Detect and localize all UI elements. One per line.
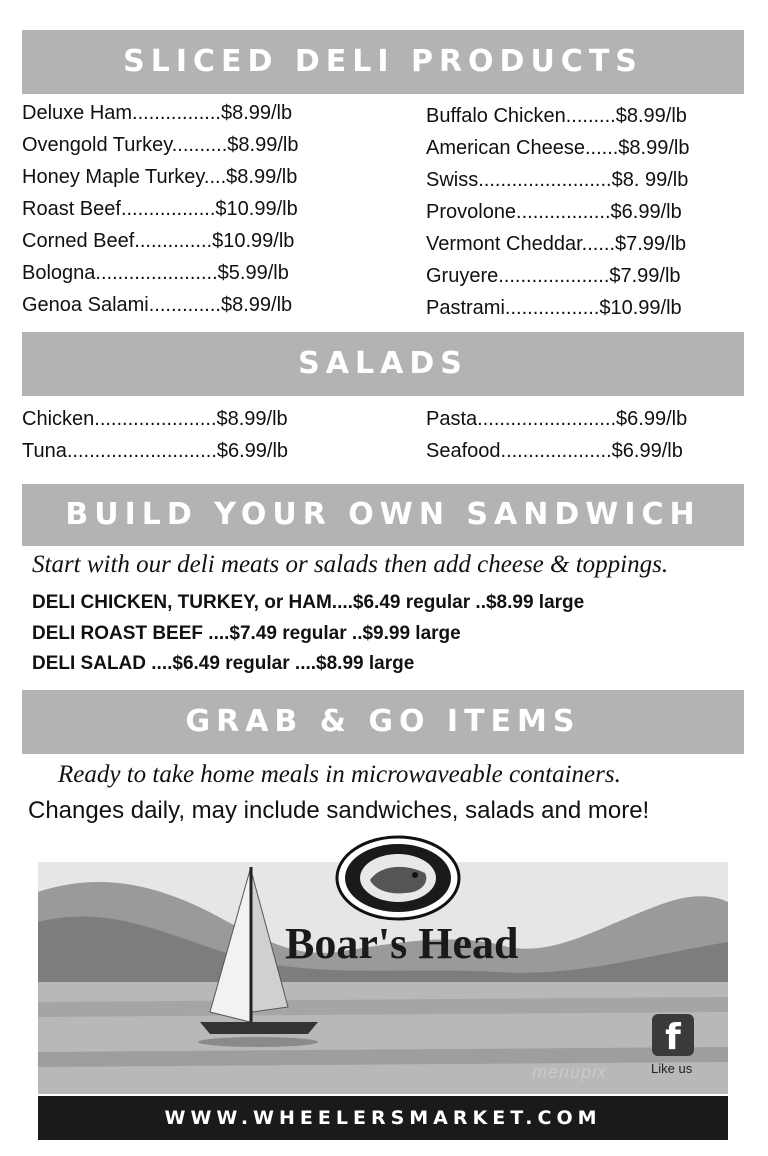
deli-title: SLICED DELI PRODUCTS xyxy=(123,44,643,79)
menu-item: Ovengold Turkey..........$8.99/lb xyxy=(22,134,299,156)
menu-item: Seafood....................$6.99/lb xyxy=(426,440,683,462)
sandwich-title: BUILD YOUR OWN SANDWICH xyxy=(65,497,701,532)
website-link[interactable]: WWW.WHEELERSMARKET.COM xyxy=(164,1107,602,1129)
menu-item: Swiss........................$8. 99/lb xyxy=(426,169,689,191)
sandwich-price-line: DELI SALAD ....$6.49 regular ....$8.99 large xyxy=(32,653,415,674)
salads-title: SALADS xyxy=(298,346,468,381)
menu-item: Pasta.........................$6.99/lb xyxy=(426,408,688,430)
menu-item: American Cheese......$8.99/lb xyxy=(426,137,690,159)
salads-section-header xyxy=(22,332,744,396)
boar-logo-emblem xyxy=(335,835,461,921)
menu-item: Bologna......................$5.99/lb xyxy=(22,262,289,284)
sandwich-intro: Start with our deli meats or salads then add cheese & toppings. xyxy=(32,551,669,578)
menu-item: Buffalo Chicken.........$8.99/lb xyxy=(426,105,687,127)
menupix-watermark: menupix xyxy=(532,1062,608,1082)
brand-logo-text: Boar's Head xyxy=(285,919,519,968)
menu-item: Vermont Cheddar......$7.99/lb xyxy=(426,233,687,255)
menu-item: Roast Beef.................$10.99/lb xyxy=(22,198,298,220)
facebook-icon[interactable]: f xyxy=(652,1014,694,1056)
menu-item: Corned Beef..............$10.99/lb xyxy=(22,230,295,252)
menu-item: Chicken......................$8.99/lb xyxy=(22,408,288,430)
menu-item: Provolone.................$6.99/lb xyxy=(426,201,682,223)
salads-left-column xyxy=(22,403,288,467)
facebook-label[interactable]: Like us xyxy=(651,1061,693,1076)
sandwich-price-line: DELI ROAST BEEF ....$7.49 regular ..$9.99 large xyxy=(32,623,461,644)
footer-url-bar xyxy=(38,1096,728,1140)
grab-section-header xyxy=(22,690,744,754)
grab-intro: Ready to take home meals in microwaveable containers. xyxy=(58,761,621,788)
menu-item: Pastrami.................$10.99/lb xyxy=(426,297,682,319)
sandwich-section-header xyxy=(22,484,744,546)
deli-left-column xyxy=(22,97,298,321)
menu-item: Tuna...........................$6.99/lb xyxy=(22,440,289,462)
menu-item: Gruyere....................$7.99/lb xyxy=(426,265,681,287)
menu-item: Honey Maple Turkey....$8.99/lb xyxy=(22,166,298,188)
grab-title: GRAB & GO ITEMS xyxy=(185,704,581,739)
salads-right-column xyxy=(426,403,687,467)
menu-item: Deluxe Ham................$8.99/lb xyxy=(22,102,293,124)
sandwich-price-line: DELI CHICKEN, TURKEY, or HAM....$6.49 regular ..$8.99 large xyxy=(32,592,585,613)
deli-right-column xyxy=(426,100,689,324)
deli-section-header xyxy=(22,30,744,94)
menu-item: Genoa Salami.............$8.99/lb xyxy=(22,294,293,316)
grab-note: Changes daily, may include sandwiches, salads and more! xyxy=(28,797,650,824)
